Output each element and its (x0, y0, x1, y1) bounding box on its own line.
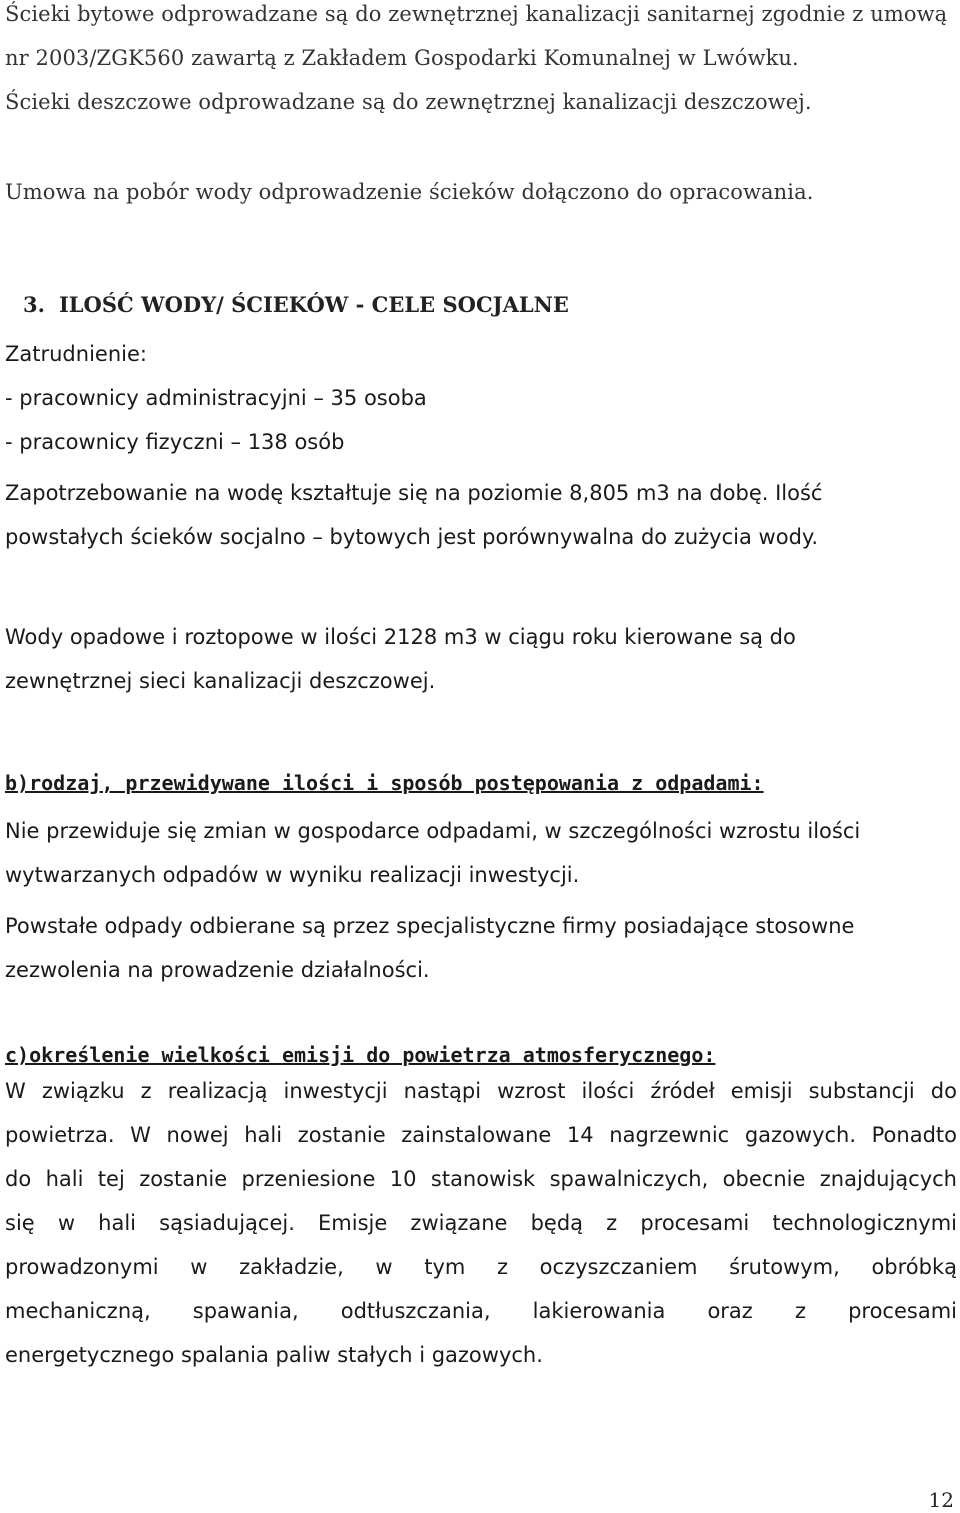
demand-line-2: powstałych ścieków socjalno – bytowych jest porównywalna do zużycia wody. (5, 525, 819, 549)
section-c-line-3: do hali tej zostanie przeniesione 10 stanowisk spawalniczych, obecnie znajdujących (5, 1167, 957, 1191)
intro-line-2: nr 2003/ZGK560 zawartą z Zakładem Gospodarki Komunalnej w Lwówku. (5, 46, 799, 70)
section-3-number: 3. (23, 292, 45, 317)
section-c-line-4: się w hali sąsiadującej. Emisje związane będą z procesami technologicznymi (5, 1211, 957, 1235)
rain-line-2: zewnętrznej sieci kanalizacji deszczowej. (5, 669, 436, 693)
section-b-para2-line1: Powstałe odpady odbierane są przez specjalistyczne firmy posiadające stosowne (5, 914, 855, 938)
section-b-para2-line2: zezwolenia na prowadzenie działalności. (5, 958, 430, 982)
intro-line-1: Ścieki bytowe odprowadzane są do zewnętrznej kanalizacji sanitarnej zgodnie z umową (5, 2, 948, 26)
employment-admin: - pracownicy administracyjni – 35 osoba (5, 386, 427, 410)
section-b-heading: b)rodzaj, przewidywane ilości i sposób postępowania z odpadami: (5, 771, 764, 795)
section-c-line-6: mechaniczną, spawania, odtłuszczania, lakierowania oraz z procesami (5, 1299, 957, 1323)
section-c-line-1: W związku z realizacją inwestycji nastąpi wzrost ilości źródeł emisji substancji do (5, 1079, 957, 1103)
intro-line-3: Ścieki deszczowe odprowadzane są do zewnętrznej kanalizacji deszczowej. (5, 90, 812, 114)
section-3-heading (23, 292, 569, 317)
section-c-heading: c)określenie wielkości emisji do powietrza atmosferycznego: (5, 1043, 716, 1067)
rain-line-1: Wody opadowe i roztopowe w ilości 2128 m3 w ciągu roku kierowane są do (5, 625, 796, 649)
section-c-line-5: prowadzonymi w zakładzie, w tym z oczyszczaniem śrutowym, obróbką (5, 1255, 957, 1279)
employment-label: Zatrudnienie: (5, 342, 147, 366)
section-b-para1-line2: wytwarzanych odpadów w wyniku realizacji inwestycji. (5, 863, 580, 887)
section-b-para1-line1: Nie przewiduje się zmian w gospodarce odpadami, w szczególności wzrostu ilości (5, 819, 861, 843)
section-c-line-7: energetycznego spalania paliw stałych i gazowych. (5, 1343, 543, 1367)
section-c-line-2: powietrza. W nowej hali zostanie zainstalowane 14 nagrzewnic gazowych. Ponadto (5, 1123, 957, 1147)
intro-line-4: Umowa na pobór wody odprowadzenie ścieków dołączono do opracowania. (5, 180, 814, 204)
employment-physical: - pracownicy fizyczni – 138 osób (5, 430, 345, 454)
section-3-title: ILOŚĆ WODY/ ŚCIEKÓW - CELE SOCJALNE (58, 292, 569, 317)
page-number: 12 (928, 1488, 954, 1512)
demand-line-1: Zapotrzebowanie na wodę kształtuje się na poziomie 8,805 m3 na dobę. Ilość (5, 481, 823, 505)
